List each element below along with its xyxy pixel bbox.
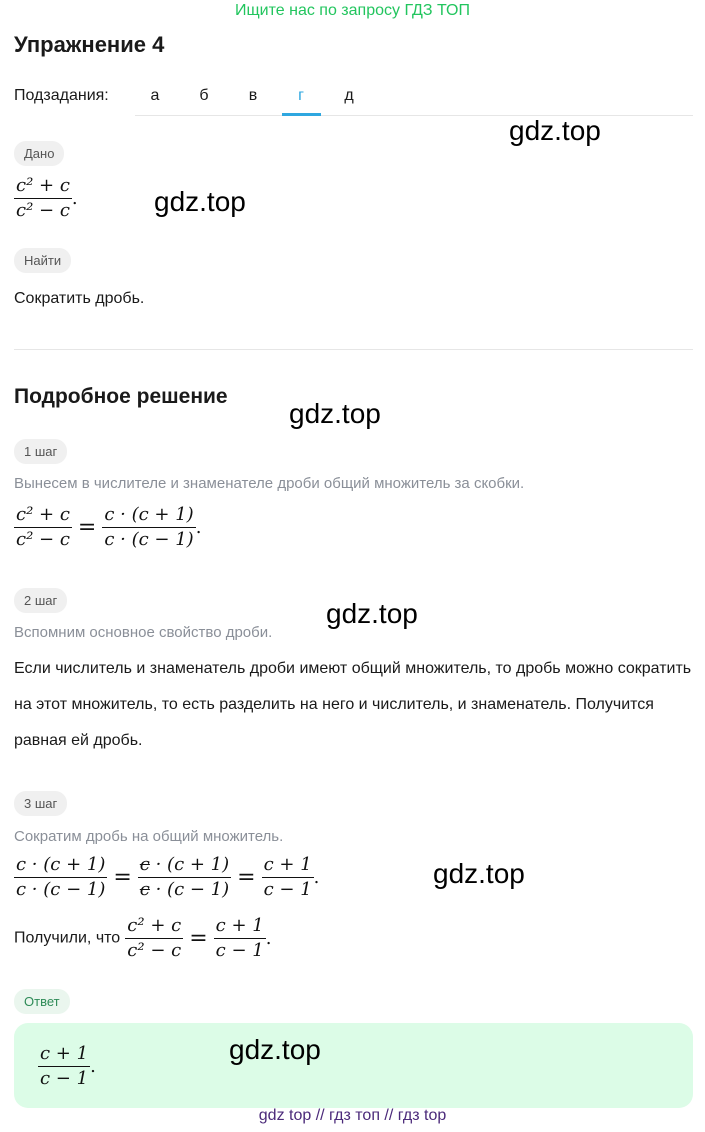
numerator: c² + c [127, 915, 182, 936]
find-badge: Найти [14, 248, 71, 273]
tab-d[interactable]: д [344, 87, 354, 104]
denominator: c² − c [16, 529, 70, 550]
result-equation: Получили, что $\frac{\text{c² + c}}{\text{c² − c}}$ = $\frac{c + 1}{c - 1}$ . [14, 915, 272, 961]
step-hint: Сократим дробь на общий множитель. [14, 828, 284, 845]
tab-a[interactable]: а [150, 87, 160, 104]
fraction [38, 1042, 90, 1091]
section-divider [14, 349, 693, 350]
denominator: c² − c [127, 940, 182, 961]
given-badge: Дано [14, 141, 64, 166]
given-expression: $\frac{\text{c² + c}}{\text{c² − c}}$ . [16, 175, 78, 221]
answer-expression: $\frac{c + 1}{c - 1}$ . [40, 1043, 96, 1089]
numerator: c + 1 [263, 854, 312, 875]
watermark: gdz.top [154, 186, 246, 217]
top-banner: Ищите нас по запросу ГДЗ ТОП [235, 2, 470, 19]
denominator: c² − c [16, 200, 70, 221]
watermark: gdz.top [509, 115, 601, 146]
numerator: c · (c + 1) [16, 854, 106, 875]
step-paragraph: Если числитель и знаменатель дроби имеют общий множитель, то дробь можно сократить на этот множитель, то есть разделить на него и числитель, и знаменатель. Получится равная ей дробь. [14, 660, 692, 749]
watermark: gdz.top [289, 398, 381, 429]
watermark: gdz.top [433, 858, 525, 889]
tab-g[interactable]: г [298, 87, 304, 104]
step-badge: 1 шаг [14, 439, 67, 464]
fraction [125, 914, 183, 963]
denominator: c · (c − 1) [104, 529, 194, 550]
tab-b[interactable]: б [199, 87, 209, 104]
denominator: c · (c − 1) [139, 879, 230, 900]
numerator: c² + c [16, 175, 70, 196]
tab-v[interactable]: в [248, 87, 258, 104]
numerator: c² + c [16, 504, 70, 525]
fraction [102, 503, 195, 552]
step-hint: Вынесем в числителе и знаменателе дроби общий множитель за скобки. [14, 475, 525, 492]
step-badge: 2 шаг [14, 588, 67, 613]
result-prefix: Получили, что [14, 929, 121, 947]
watermark: gdz.top [326, 598, 418, 629]
numerator: c · (c + 1) [139, 854, 230, 875]
answer-box [14, 1023, 693, 1108]
fraction [214, 914, 266, 963]
fraction [14, 503, 72, 552]
denominator: c − 1 [40, 1068, 89, 1089]
fraction [14, 174, 72, 223]
denominator: c · (c − 1) [16, 879, 106, 900]
step1-equation: $\frac{\text{c² + c}}{\text{c² − c}}$ = $\frac{c \cdot (c + 1)}{c \cdot (c - 1)}$ . [16, 504, 202, 550]
active-tab-indicator [282, 113, 321, 116]
numerator: c + 1 [215, 915, 264, 936]
numerator: c + 1 [40, 1043, 89, 1064]
watermark: gdz.top [229, 1034, 321, 1065]
footer-links[interactable]: gdz top // гдз топ // гдз top [258, 1107, 447, 1124]
step-badge: 3 шаг [14, 791, 67, 816]
fraction-cancelled [138, 853, 231, 902]
step-hint: Вспомним основное свойство дроби. [14, 624, 273, 641]
denominator: c − 1 [263, 879, 312, 900]
subtasks-label: Подзадания: [14, 87, 109, 104]
step3-equation: $\frac{c \cdot (c + 1)}{c \cdot (c - 1)}$ = $\frac{c \cdot (c + 1)}{c \cdot (c - 1)}$ = $\frac{c + 1}{c - 1}$ . [16, 854, 320, 900]
solution-title: Подробное решение [14, 385, 228, 408]
numerator: c · (c + 1) [104, 504, 194, 525]
denominator: c − 1 [215, 940, 264, 961]
fraction [262, 853, 314, 902]
fraction [14, 853, 107, 902]
tabs-divider [135, 115, 693, 116]
page-title: Упражнение 4 [14, 32, 165, 57]
find-text: Сократить дробь. [14, 290, 145, 307]
answer-badge: Ответ [14, 989, 70, 1014]
